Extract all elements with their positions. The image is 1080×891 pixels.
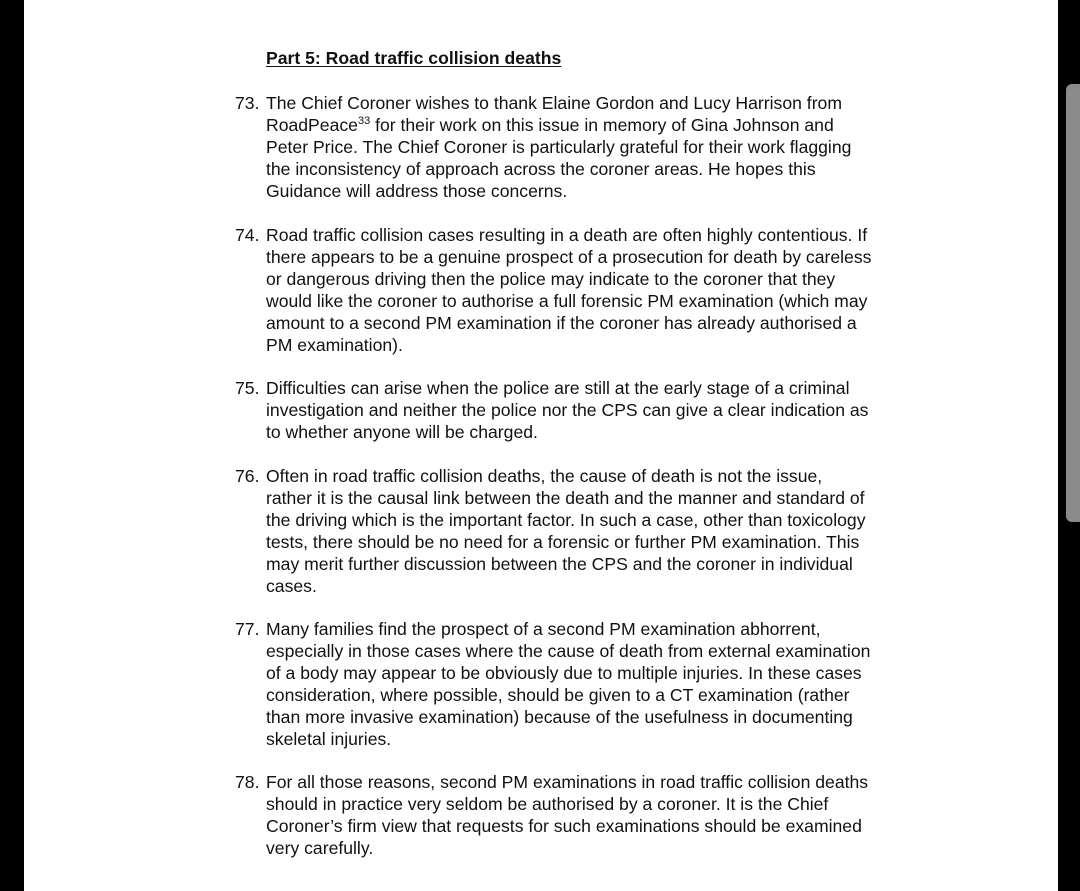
scrollbar-thumb[interactable] <box>1066 84 1080 522</box>
text-line: Peter Price. The Chief Coroner is particularly grateful for their work flagging <box>266 137 852 157</box>
paragraph-text <box>266 224 925 356</box>
text-line: Road traffic collision cases resulting in a death are often highly contentious. If <box>266 225 868 245</box>
text-line: cases. <box>266 576 317 596</box>
paragraph-number: 73. <box>235 93 260 113</box>
text-line: especially in those cases where the cause of death from external examination <box>266 641 871 661</box>
text-line: the driving which is the important factor. In such a case, other than toxicology <box>266 510 866 530</box>
text-line: of a body may appear to be obviously due to multiple injuries. In these cases <box>266 663 862 683</box>
paragraph-text <box>266 618 925 750</box>
paragraph-number: 75. <box>235 378 260 398</box>
paragraph-73 <box>235 92 925 202</box>
text-line: Guidance will address those concerns. <box>266 181 568 201</box>
text-line-with-footnote <box>266 114 925 136</box>
text-line: PM examination). <box>266 335 403 355</box>
section-heading: Part 5: Road traffic collision deaths <box>266 48 562 68</box>
text-line: skeletal injuries. <box>266 729 392 749</box>
text-line: rather it is the causal link between the death and the manner and standard of <box>266 488 865 508</box>
text-line: Coroner’s firm view that requests for such examinations should be examined <box>266 816 862 836</box>
text-line: amount to a second PM examination if the coroner has already authorised a <box>266 313 857 333</box>
text-line: the inconsistency of approach across the coroner areas. He hopes this <box>266 159 816 179</box>
paragraph-text <box>266 771 925 859</box>
text-line: Difficulties can arise when the police are still at the early stage of a criminal <box>266 378 850 398</box>
document-page <box>24 0 1058 891</box>
paragraph-77 <box>235 618 925 750</box>
text-line: very carefully. <box>266 838 374 858</box>
text-line: should in practice very seldom be authorised by a coroner. It is the Chief <box>266 794 829 814</box>
text-line: may merit further discussion between the CPS and the coroner in individual <box>266 554 853 574</box>
text-line: consideration, where possible, should be given to a CT examination (rather <box>266 685 850 705</box>
paragraph-number: 74. <box>235 225 260 245</box>
paragraph-text <box>266 465 925 597</box>
text-line: Many families find the prospect of a second PM examination abhorrent, <box>266 619 821 639</box>
footnote-reference[interactable]: 33 <box>357 115 371 127</box>
text-line: investigation and neither the police nor the CPS can give a clear indication as <box>266 400 869 420</box>
paragraph-number: 77. <box>235 619 260 639</box>
text-line: than more invasive examination) because of the usefulness in documenting <box>266 707 853 727</box>
text-line: Often in road traffic collision deaths, the cause of death is not the issue, <box>266 466 823 486</box>
text-line: The Chief Coroner wishes to thank Elaine Gordon and Lucy Harrison from <box>266 93 842 113</box>
text-line: For all those reasons, second PM examinations in road traffic collision deaths <box>266 772 869 792</box>
paragraph-75 <box>235 377 925 443</box>
paragraph-76 <box>235 465 925 597</box>
text-line: or dangerous driving then the police may indicate to the coroner that they <box>266 269 836 289</box>
text-line: would like the coroner to authorise a full forensic PM examination (which may <box>266 291 868 311</box>
paragraph-text <box>266 377 925 443</box>
paragraph-number: 76. <box>235 466 260 486</box>
paragraph-number: 78. <box>235 772 260 792</box>
text-line: there appears to be a genuine prospect of a prosecution for death by careless <box>266 247 872 267</box>
paragraph-text <box>266 92 925 202</box>
text-line: tests, there should be no need for a forensic or further PM examination. This <box>266 532 860 552</box>
paragraph-78 <box>235 771 925 859</box>
text-fragment: for their work on this issue in memory of Gina Johnson and <box>370 115 834 135</box>
text-line: to whether anyone will be charged. <box>266 422 538 442</box>
paragraph-74 <box>235 224 925 356</box>
text-fragment: RoadPeace <box>266 115 358 135</box>
